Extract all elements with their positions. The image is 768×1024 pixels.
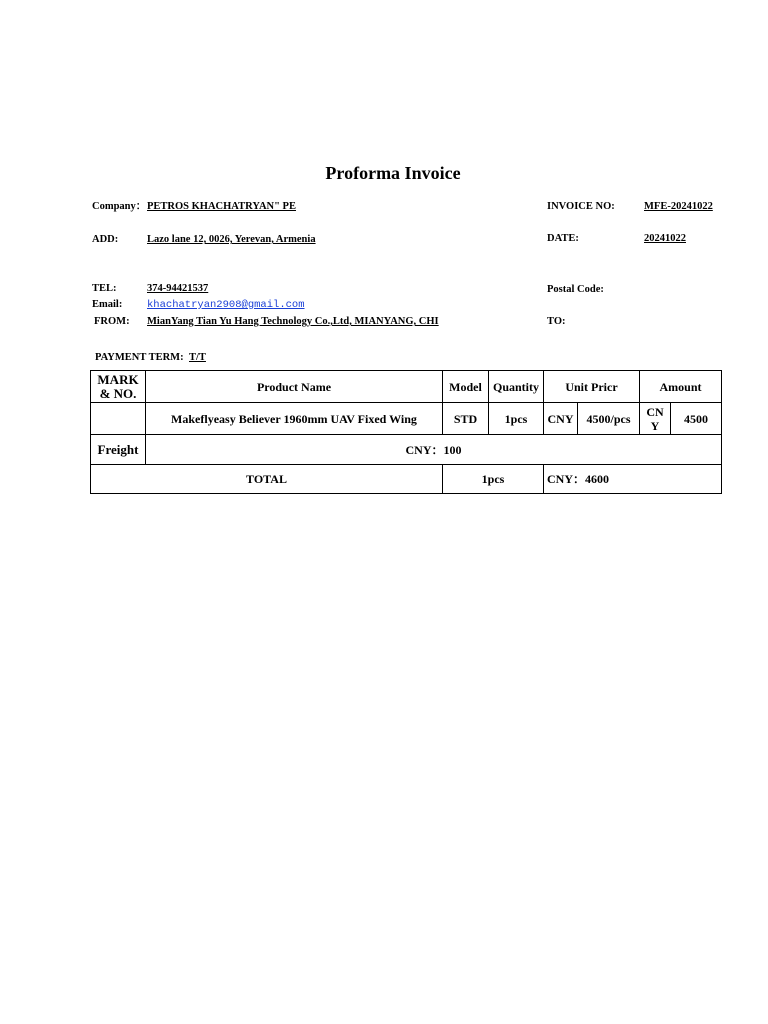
invoice-no-value: MFE-20241022: [644, 201, 713, 212]
payment-term-value: T/T: [189, 352, 206, 363]
item-model: STD: [443, 403, 489, 435]
postal-code-label: Postal Code:: [547, 284, 604, 295]
item-unit-currency: CNY: [544, 403, 578, 435]
freight-row: [91, 435, 722, 465]
item-product-name: Makeflyeasy Believer 1960mm UAV Fixed Wing: [146, 403, 443, 435]
tel-value: 374-94421537: [147, 283, 209, 294]
date-value: 20241022: [644, 233, 686, 244]
payment-term-label: PAYMENT TERM:: [95, 352, 184, 363]
date-label: DATE:: [547, 233, 579, 244]
from-label: FROM:: [94, 316, 130, 327]
company-value: PETROS KHACHATRYAN" PE: [147, 201, 296, 212]
invoice-title: Proforma Invoice: [325, 163, 461, 183]
to-label: TO:: [547, 316, 566, 327]
tel-label: TEL:: [92, 283, 117, 294]
header-unit-price: Unit Pricr: [544, 371, 640, 403]
table-header-row: [91, 371, 722, 403]
header-amount: Amount: [640, 371, 722, 403]
header-quantity: Quantity: [489, 371, 544, 403]
email-link[interactable]: khachatryan2908@gmail.com: [147, 299, 305, 311]
header-model: Model: [443, 371, 489, 403]
freight-label: Freight: [91, 435, 146, 465]
invoice-table: [90, 370, 722, 494]
table-row: [91, 403, 722, 435]
item-unit-price: 4500/pcs: [578, 403, 640, 435]
item-mark: [91, 403, 146, 435]
total-amount: CNY：4600: [544, 465, 722, 494]
total-label: TOTAL: [91, 465, 443, 494]
item-amount-currency: CNY: [640, 403, 671, 435]
freight-value: CNY：100: [146, 435, 722, 465]
from-value: MianYang Tian Yu Hang Technology Co.,Ltd, MIANYANG, CHI: [147, 316, 439, 327]
item-quantity: 1pcs: [489, 403, 544, 435]
email-label: Email:: [92, 299, 123, 310]
add-label: ADD:: [92, 234, 119, 245]
company-label: Company：: [92, 201, 147, 212]
header-mark: MARK & NO.: [91, 371, 146, 403]
add-value: Lazo lane 12, 0026, Yerevan, Armenia: [147, 234, 316, 245]
total-quantity: 1pcs: [443, 465, 544, 494]
item-amount: 4500: [671, 403, 722, 435]
invoice-no-label: INVOICE NO:: [547, 201, 615, 212]
header-product-name: Product Name: [146, 371, 443, 403]
total-row: [91, 465, 722, 494]
